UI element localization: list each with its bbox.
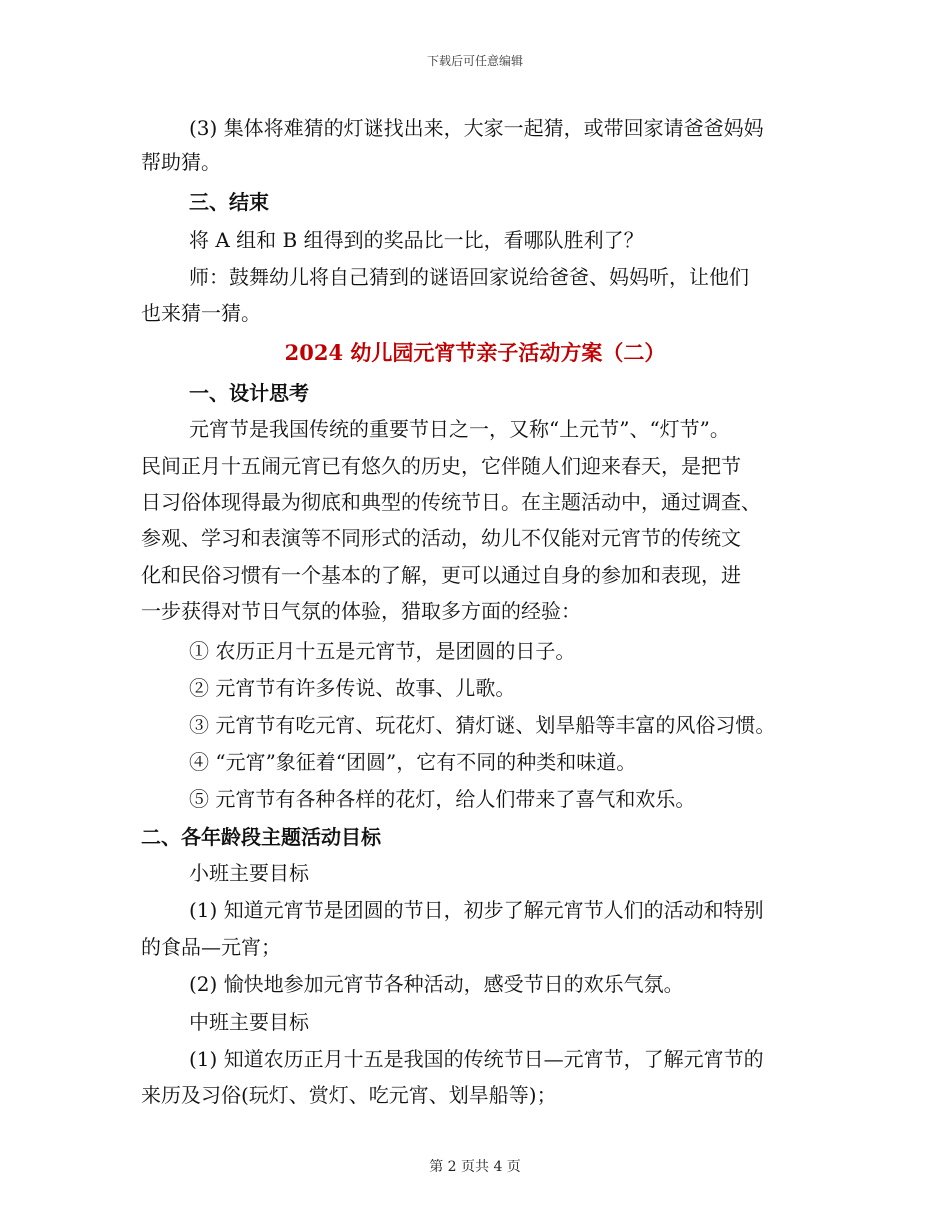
sub-heading: 中班主要目标 [189,1010,309,1034]
list-item: ② 元宵节有许多传说、故事、儿歌。 [189,676,516,700]
list-item: ④ “元宵”象征着“团圆”，它有不同的种类和味道。 [189,750,637,774]
paragraph-line: (3) 集体将难猜的灯谜找出来，大家一起猜，或带回家请爸爸妈妈 [189,116,764,140]
document-title: 2024 幼儿园元宵节亲子活动方案（二） [284,340,666,365]
paragraph-line: 民间正月十五闹元宵已有悠久的历史，它伴随人们迎来春天，是把节 [141,454,741,478]
paragraph-line: (1) 知道农历正月十五是我国的传统节日—元宵节，了解元宵节的 [189,1047,764,1071]
paragraph-line: (1) 知道元宵节是团圆的节日，初步了解元宵节人们的活动和特别 [189,898,764,922]
paragraph-line: 元宵节是我国传统的重要节日之一，又称“上元节”、“灯节”。 [189,417,730,441]
paragraph-line: 一步获得对节日气氛的体验，猎取多方面的经验： [141,599,581,623]
list-item: ③ 元宵节有吃元宵、玩花灯、猜灯谜、划旱船等丰富的风俗习惯。 [189,713,776,737]
paragraph-line: 帮助猜。 [141,150,221,174]
page-header: 下载后可任意编辑 [426,54,523,68]
list-item: ⑤ 元宵节有各种各样的花灯，给人们带来了喜气和欢乐。 [189,787,696,811]
paragraph-line: 参观、学习和表演等不同形式的活动，幼儿不仅能对元宵节的传统文 [141,526,741,550]
paragraph-line: (2) 愉快地参加元宵节各种活动，感受节日的欢乐气氛。 [189,972,684,996]
page-footer: 第 2 页共 4 页 [429,1159,521,1175]
paragraph-line: 日习俗体现得最为彻底和典型的传统节日。在主题活动中，通过调查、 [141,490,761,514]
paragraph-line: 将 A 组和 B 组得到的奖品比一比，看哪队胜利了？ [189,228,644,252]
paragraph-line: 化和民俗习惯有一个基本的了解，更可以通过自身的参加和表现，进 [141,563,741,587]
list-item: ① 农历正月十五是元宵节，是团圆的日子。 [189,639,576,663]
section-heading: 二、各年龄段主题活动目标 [141,825,381,849]
paragraph-line: 师：鼓舞幼儿将自己猜到的谜语回家说给爸爸、妈妈听，让他们 [189,265,749,289]
paragraph-line: 的食品—元宵； [141,935,281,959]
section-heading: 三、结束 [189,190,269,214]
sub-heading: 小班主要目标 [189,861,309,885]
paragraph-line: 来历及习俗(玩灯、赏灯、吃元宵、划旱船等)； [141,1083,557,1107]
paragraph-line: 也来猜一猜。 [141,301,261,325]
section-heading: 一、设计思考 [189,381,309,405]
